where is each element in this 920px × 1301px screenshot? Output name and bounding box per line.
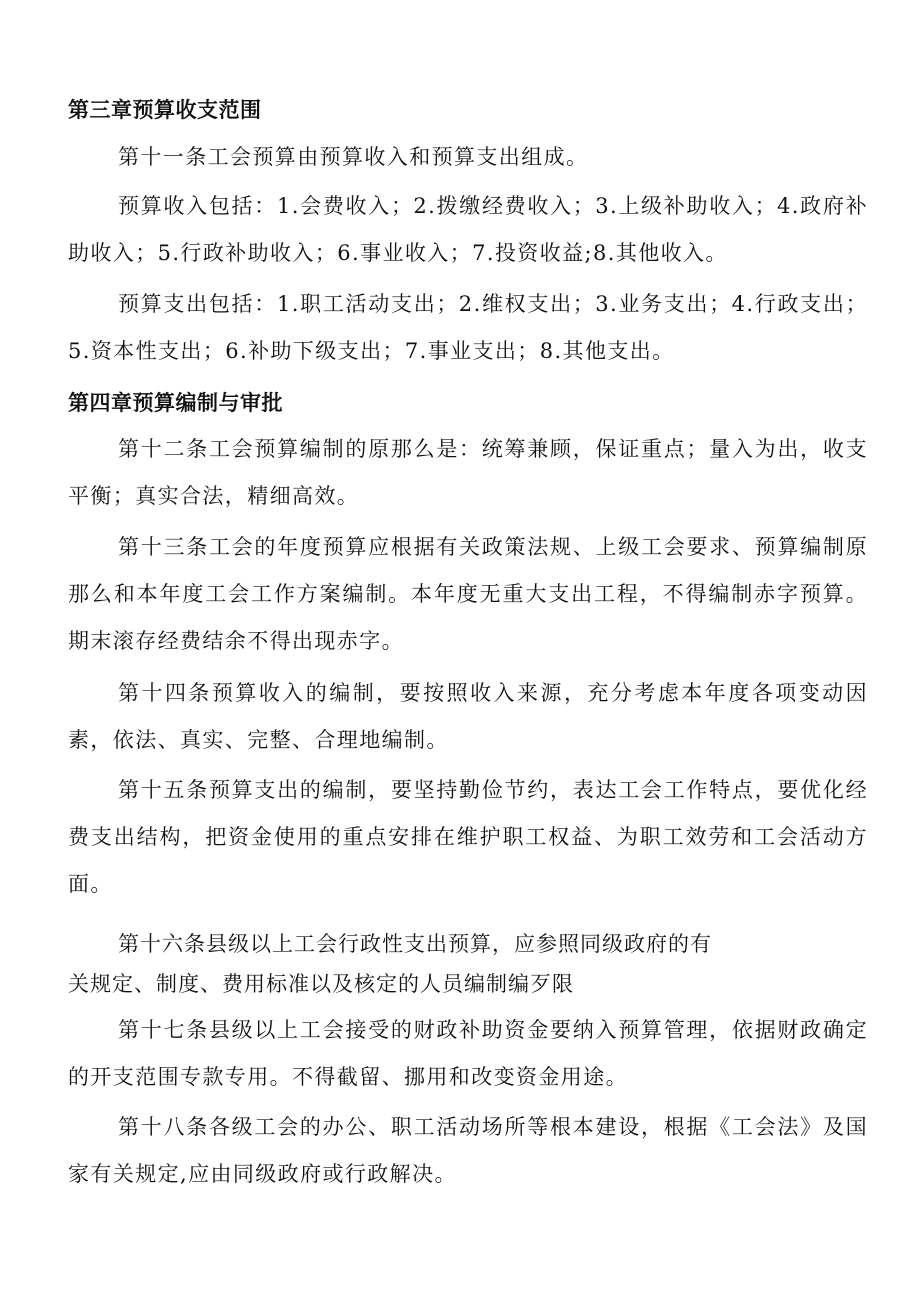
budget-expense-list: 预算支出包括：1.职工活动支出；2.维权支出；3.业务支出；4.行政支出；5.资本性支出；6.补助下级支出；7.事业支出；8.其他支出。 — [68, 292, 868, 363]
article-12: 第十二条工会预算编制的原那么是：统筹兼顾，保证重点；量入为出，收支平衡；真实合法，精细高效。 — [68, 437, 868, 508]
chapter-3-heading: 第三章预算收支范围 — [68, 98, 262, 122]
article-11: 第十一条工会预算由预算收入和预算支出组成。 — [118, 145, 589, 169]
article-16-line-1: 第十六条县级以上工会行政性支出预算，应参照同级政府的有 — [118, 932, 712, 956]
article-18: 第十八条各级工会的办公、职工活动场所等根本建设，根据《工会法》及国家有关规定,应由同级政府或行政解决。 — [68, 1115, 868, 1186]
chapter-4-heading: 第四章预算编制与审批 — [68, 391, 283, 415]
article-16-line-2: 关规定、制度、费用标准以及核定的人员编制编歹限 — [68, 972, 574, 996]
article-14: 第十四条预算收入的编制，要按照收入来源，充分考虑本年度各项变动因素，依法、真实、完整、合理地编制。 — [68, 681, 868, 752]
article-13: 第十三条工会的年度预算应根据有关政策法规、上级工会要求、预算编制原那么和本年度工会工作方案编制。本年度无重大支出工程，不得编制赤字预算。期末滚存经费结余不得出现赤字。 — [68, 535, 868, 653]
budget-income-list: 预算收入包括：1.会费收入；2.拨缴经费收入；3.上级补助收入；4.政府补助收入；5.行政补助收入；6.事业收入；7.投资收益;8.其他收入。 — [68, 194, 868, 265]
article-17: 第十七条县级以上工会接受的财政补助资金要纳入预算管理，依据财政确定的开支范围专款专用。不得截留、挪用和改变资金用途。 — [68, 1018, 868, 1089]
article-15: 第十五条预算支出的编制，要坚持勤俭节约，表达工会工作特点，要优化经费支出结构，把资金使用的重点安排在维护职工权益、为职工效劳和工会活动方面。 — [68, 778, 868, 896]
